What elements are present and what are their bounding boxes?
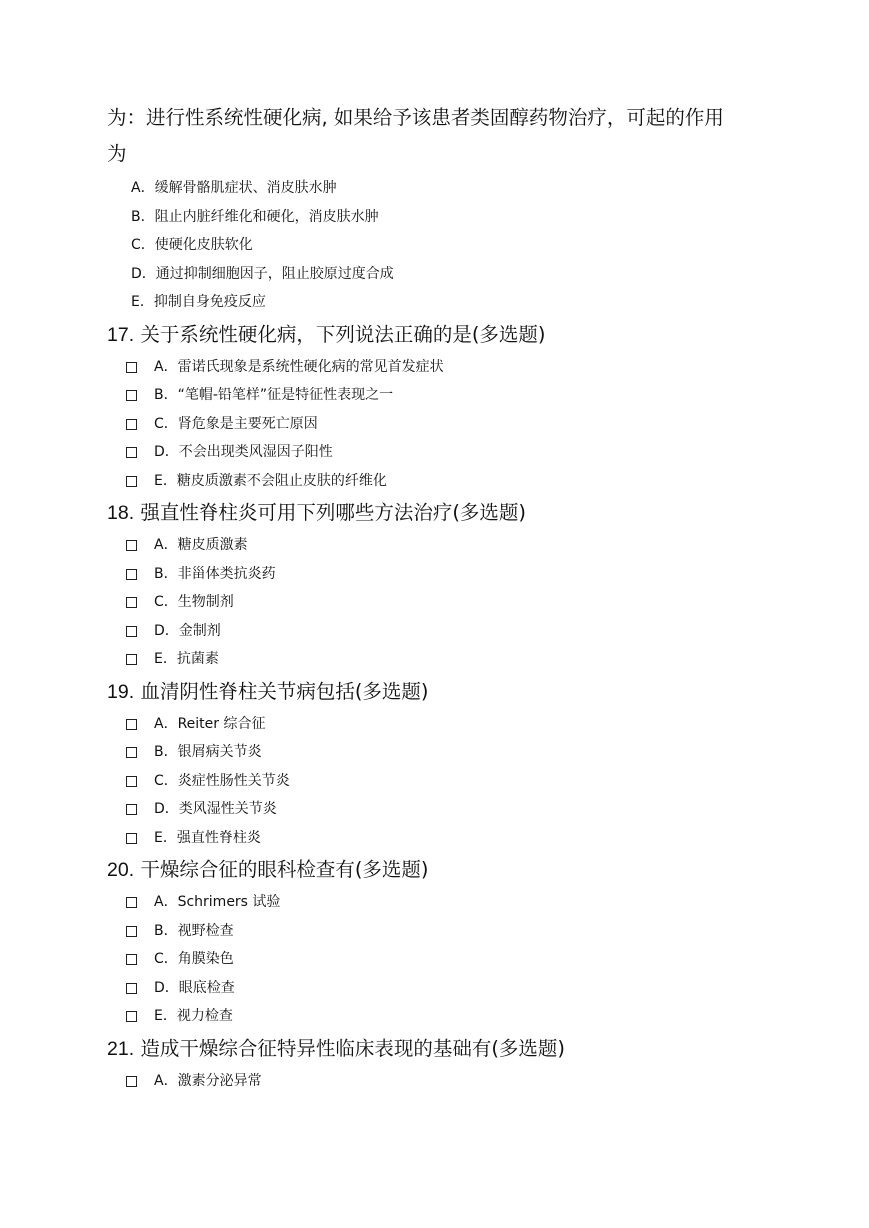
option-label: A．雷诺氏现象是系统性硬化病的常见首发症状: [154, 358, 444, 375]
checkbox[interactable]: [126, 362, 137, 373]
checkbox[interactable]: [126, 390, 137, 401]
option-list: [107, 888, 787, 1031]
question-text-line: 为：进行性系统性硬化病, 如果给予该患者类固醇药物治疗，可起的作用: [107, 106, 724, 129]
question-title: [107, 495, 787, 531]
option-list: [107, 531, 787, 674]
option-list: [107, 710, 787, 853]
option-label: B．银屑病关节炎: [154, 744, 262, 760]
option-c[interactable]: [107, 410, 787, 439]
option-a[interactable]: [107, 710, 787, 739]
option-label: C．角膜染色: [154, 951, 234, 967]
option-label: E．视力检查: [154, 1008, 233, 1024]
option-label: B．视野检查: [154, 922, 234, 939]
option-label: C．肾危象是主要死亡原因: [154, 415, 318, 432]
question-18: [107, 495, 787, 674]
question-19: [107, 674, 787, 853]
question-20: [107, 852, 787, 1031]
option-a[interactable]: [107, 353, 787, 382]
question-number: 18.: [107, 502, 135, 524]
question-text: 血清阴性脊柱关节病包括(多选题): [140, 679, 429, 703]
option-b[interactable]: [107, 738, 787, 767]
checkbox[interactable]: [126, 540, 137, 551]
option-e[interactable]: [107, 824, 787, 853]
question-title: [107, 1031, 787, 1067]
option-d[interactable]: D．通过抑制细胞因子，阻止胶原过度合成: [131, 265, 394, 282]
option-d[interactable]: [107, 617, 787, 646]
option-label: E．抗菌素: [154, 651, 219, 667]
checkbox[interactable]: [126, 833, 137, 844]
option-c[interactable]: [107, 767, 787, 796]
option-label: D．类风湿性关节炎: [154, 801, 277, 817]
question-text: 关于系统性硬化病，下列说法正确的是(多选题): [140, 322, 546, 346]
question-17: [107, 317, 787, 496]
question-16-continuation: [107, 100, 787, 317]
option-label: A．Schrimers 试验: [154, 894, 281, 910]
checkbox[interactable]: [126, 776, 137, 787]
option-label: B．非甾体类抗炎药: [154, 565, 276, 582]
option-e[interactable]: E．抑制自身免疫反应: [131, 294, 266, 310]
checkbox[interactable]: [126, 954, 137, 965]
option-label: A．激素分泌异常: [154, 1072, 262, 1089]
option-b[interactable]: [107, 560, 787, 589]
question-title: [107, 674, 787, 710]
checkbox[interactable]: [126, 419, 137, 430]
question-list: [107, 100, 787, 1095]
option-b[interactable]: [107, 381, 787, 410]
option-label: A．Reiter 综合征: [154, 715, 266, 732]
checkbox[interactable]: [126, 569, 137, 580]
option-c[interactable]: C．使硬化皮肤软化: [131, 237, 253, 253]
checkbox[interactable]: [126, 719, 137, 730]
option-d[interactable]: [107, 974, 787, 1003]
option-b[interactable]: [107, 917, 787, 946]
checkbox[interactable]: [126, 447, 137, 458]
option-label: A．糖皮质激素: [154, 537, 248, 553]
question-21: [107, 1031, 787, 1096]
option-label: B．“笔帽-铅笔样”征是特征性表现之一: [154, 387, 394, 403]
option-list: [107, 353, 787, 496]
checkbox[interactable]: [126, 983, 137, 994]
checkbox[interactable]: [126, 597, 137, 608]
checkbox[interactable]: [126, 1011, 137, 1022]
option-a[interactable]: [107, 531, 787, 560]
option-list: [107, 174, 787, 317]
option-label: E．强直性脊柱炎: [154, 829, 261, 846]
option-label: D．金制剂: [154, 622, 221, 639]
option-b[interactable]: B．阻止内脏纤维化和硬化，消皮肤水肿: [131, 208, 379, 225]
checkbox[interactable]: [126, 897, 137, 908]
option-e[interactable]: [107, 645, 787, 674]
checkbox[interactable]: [126, 804, 137, 815]
checkbox[interactable]: [126, 1076, 137, 1087]
checkbox[interactable]: [126, 747, 137, 758]
question-text: 造成干燥综合征特异性临床表现的基础有(多选题): [140, 1036, 566, 1060]
option-label: E．糖皮质激素不会阻止皮肤的纤维化: [154, 472, 387, 489]
option-label: C．炎症性肠性关节炎: [154, 772, 290, 789]
checkbox[interactable]: [126, 626, 137, 637]
option-c[interactable]: [107, 588, 787, 617]
checkbox[interactable]: [126, 654, 137, 665]
question-number: 21.: [107, 1037, 135, 1060]
question-text: 干燥综合征的眼科检查有(多选题): [140, 858, 429, 881]
option-c[interactable]: [107, 945, 787, 974]
option-label: D．不会出现类风湿因子阳性: [154, 444, 333, 460]
option-a[interactable]: [107, 888, 787, 917]
option-label: D．眼底检查: [154, 979, 235, 996]
option-e[interactable]: [107, 1002, 787, 1031]
option-list: [107, 1067, 787, 1096]
question-title: [107, 852, 787, 888]
checkbox[interactable]: [126, 926, 137, 937]
option-d[interactable]: [107, 795, 787, 824]
question-text: 强直性脊柱炎可用下列哪些方法治疗(多选题): [140, 501, 527, 524]
option-label: C．生物制剂: [154, 594, 234, 610]
option-d[interactable]: [107, 438, 787, 467]
question-number: 19.: [107, 680, 135, 703]
question-number: 20.: [107, 859, 135, 881]
option-a[interactable]: [107, 1067, 787, 1096]
checkbox[interactable]: [126, 476, 137, 487]
option-a[interactable]: A．缓解骨骼肌症状、消皮肤水肿: [131, 180, 337, 196]
question-title: [107, 317, 787, 353]
question-number: 17.: [107, 323, 135, 346]
option-e[interactable]: [107, 467, 787, 496]
question-text-line: 为: [107, 142, 127, 165]
